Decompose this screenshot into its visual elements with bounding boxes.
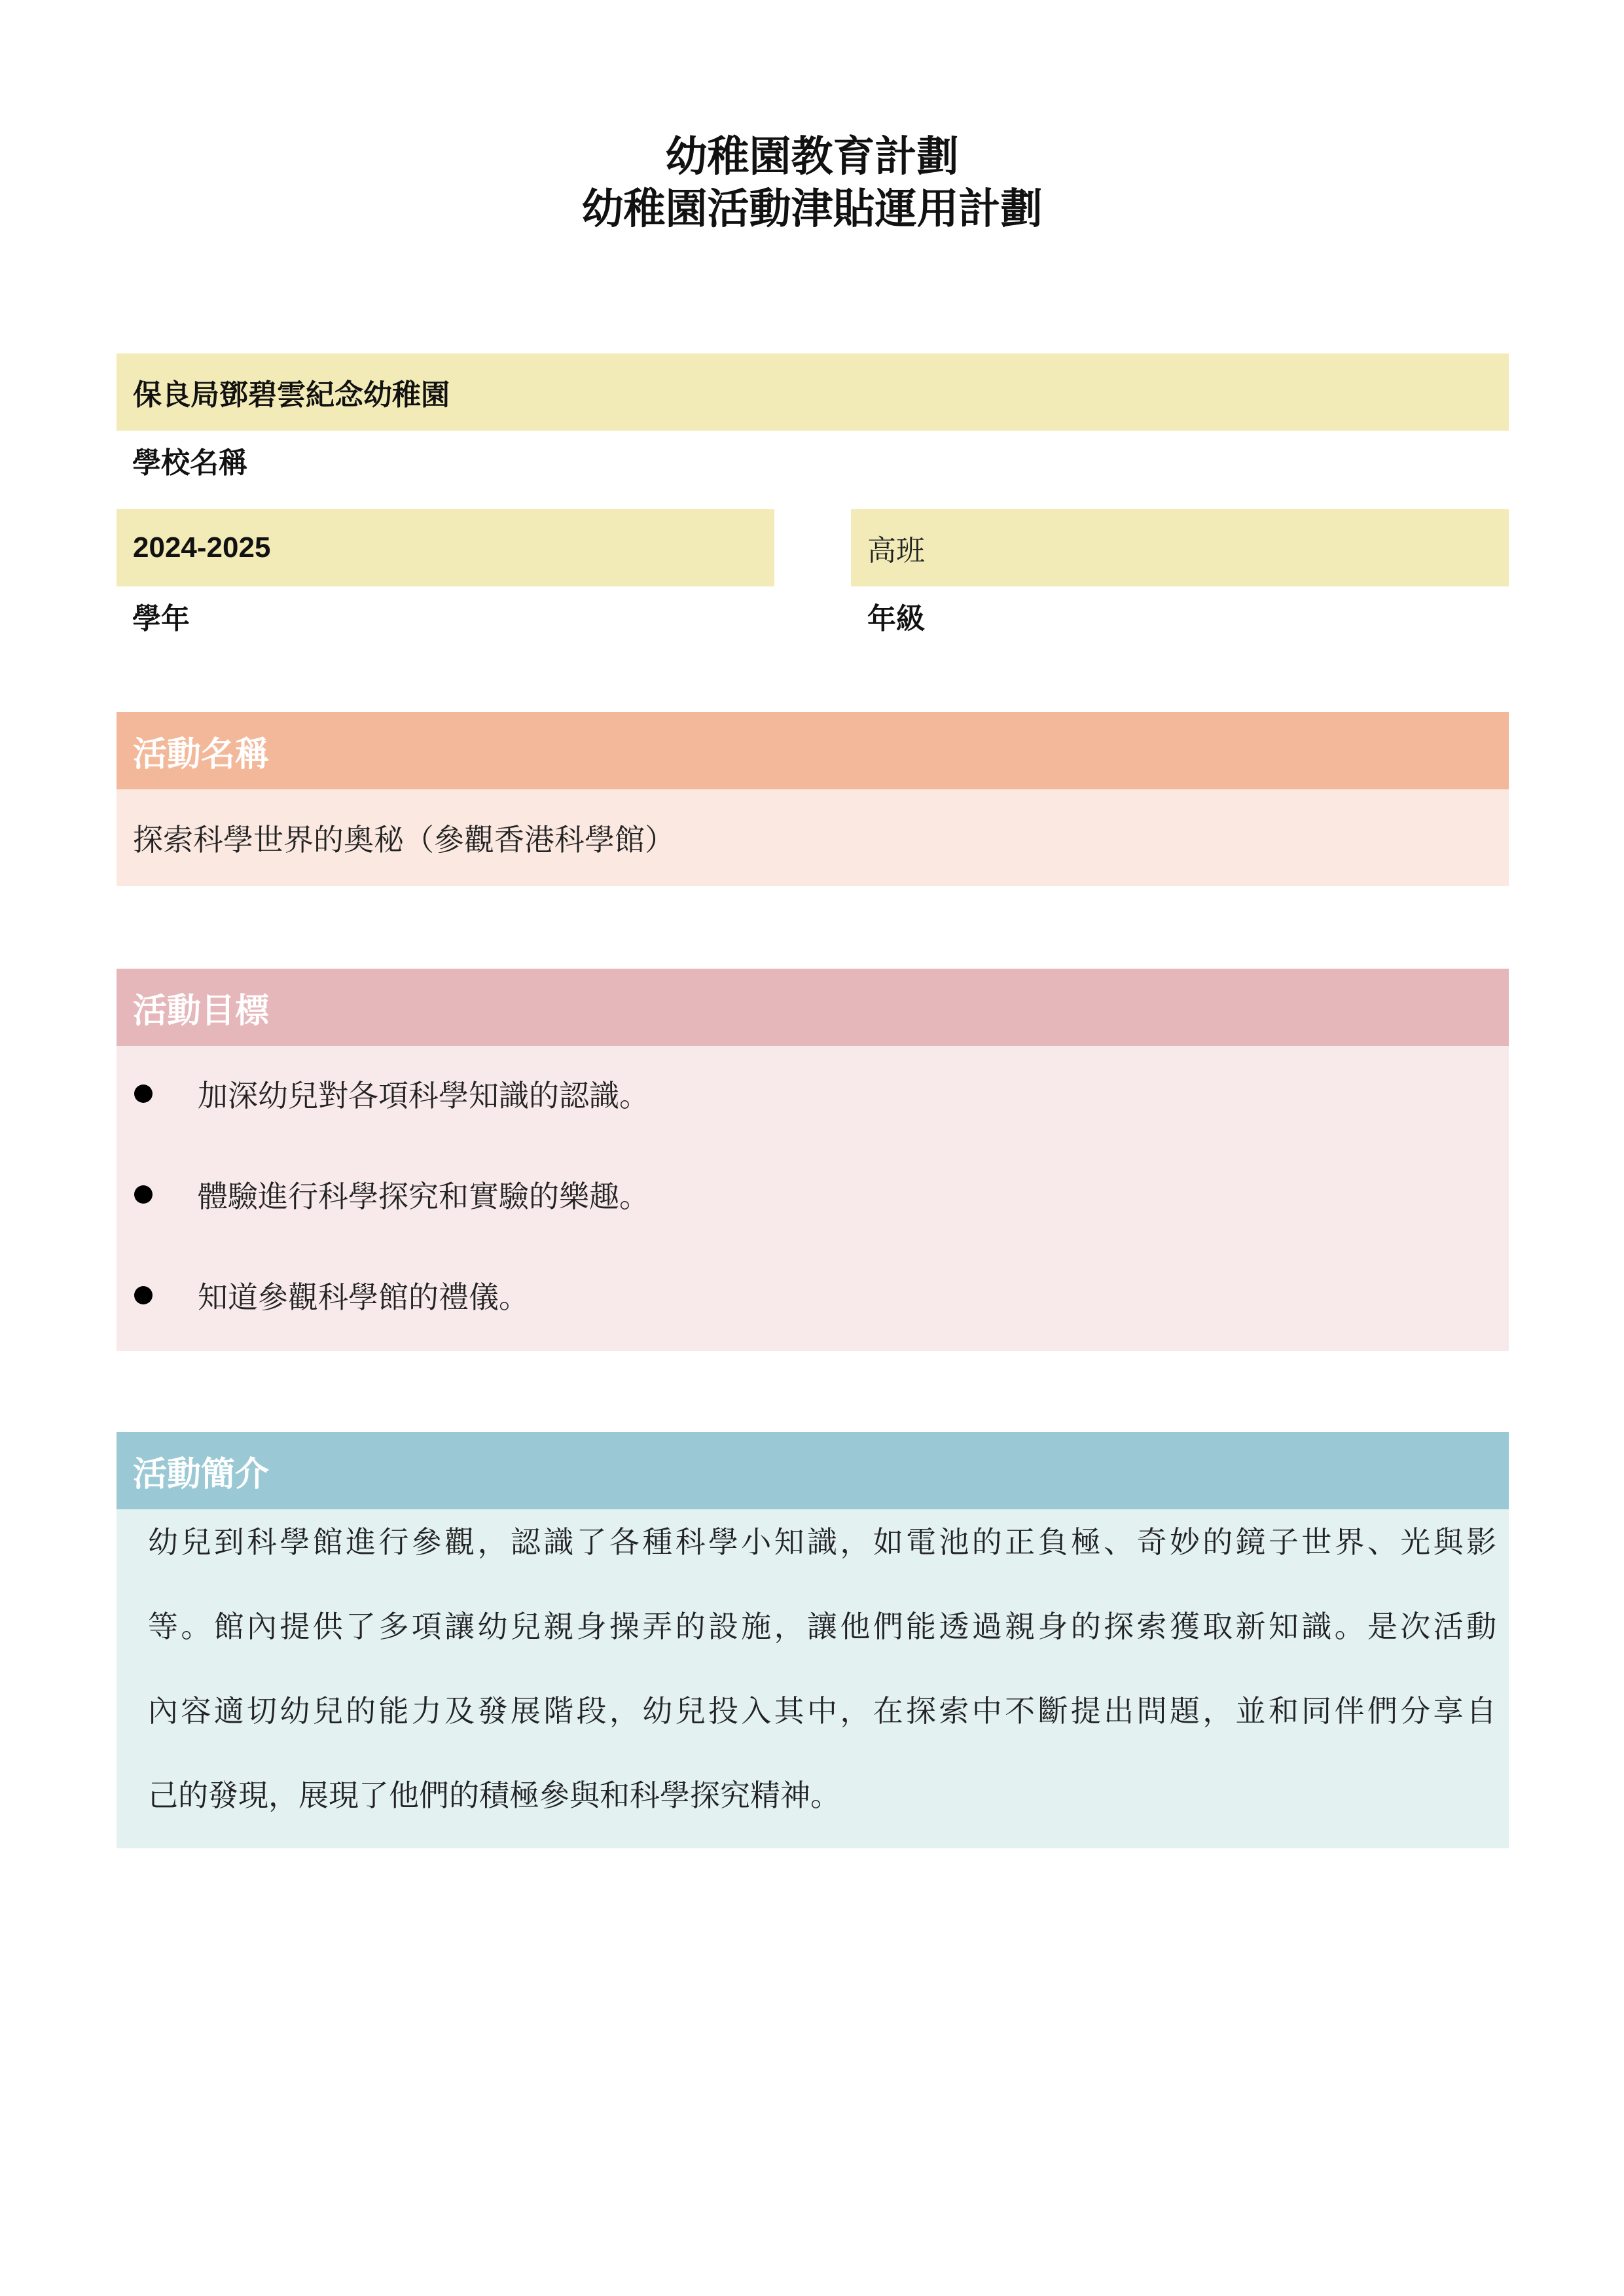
activity-name-heading: 活動名稱 [117, 712, 1509, 789]
activity-intro-box [117, 1509, 1509, 1848]
school-name-value: 保良局鄧碧雲紀念幼稚園 [133, 378, 450, 412]
goal-text: 知道參觀科學館的禮儀。 [198, 1280, 529, 1315]
activity-goals-box [117, 1046, 1509, 1351]
bullet-icon [134, 1085, 153, 1103]
bullet-icon [134, 1185, 153, 1204]
intro-paragraph-line: 幼兒到科學館進行參觀，認識了各種科學小知識，如電池的正負極、奇妙的鏡子世界、光與影 [148, 1524, 1496, 1560]
school-name-field [117, 353, 1509, 431]
grade-label: 年級 [867, 602, 925, 636]
activity-name-value: 探索科學世界的奧秘（參觀香港科學館） [133, 822, 675, 857]
goal-text: 加深幼兒對各項科學知識的認識。 [198, 1078, 649, 1113]
bullet-icon [134, 1286, 153, 1304]
school-year-field [117, 509, 774, 586]
document-subtitle: 幼稚園活動津貼運用計劃 [581, 185, 1043, 234]
activity-name-box [117, 789, 1509, 886]
list-item [117, 1172, 1509, 1217]
activity-goals-heading: 活動目標 [117, 969, 1509, 1046]
grade-field [851, 509, 1509, 586]
school-name-label: 學校名稱 [132, 446, 247, 480]
school-year-label: 學年 [132, 602, 190, 636]
goal-text: 體驗進行科學探究和實驗的樂趣。 [198, 1179, 649, 1214]
intro-paragraph-line: 等。館內提供了多項讓幼兒親身操弄的設施，讓他們能透過親身的探索獲取新知識。是次活動 [148, 1609, 1496, 1644]
activity-intro-heading: 活動簡介 [117, 1432, 1509, 1509]
document-title: 幼稚園教育計劃 [665, 133, 959, 181]
list-item [117, 1071, 1509, 1117]
intro-paragraph-line: 內容適切幼兒的能力及發展階段，幼兒投入其中，在探索中不斷提出問題，並和同伴們分享自 [148, 1693, 1496, 1729]
school-year-value: 2024-2025 [133, 531, 271, 564]
list-item [117, 1272, 1509, 1318]
intro-paragraph-line: 己的發現，展現了他們的積極參與和科學探究精神。 [148, 1778, 840, 1813]
grade-value: 高班 [867, 534, 925, 567]
